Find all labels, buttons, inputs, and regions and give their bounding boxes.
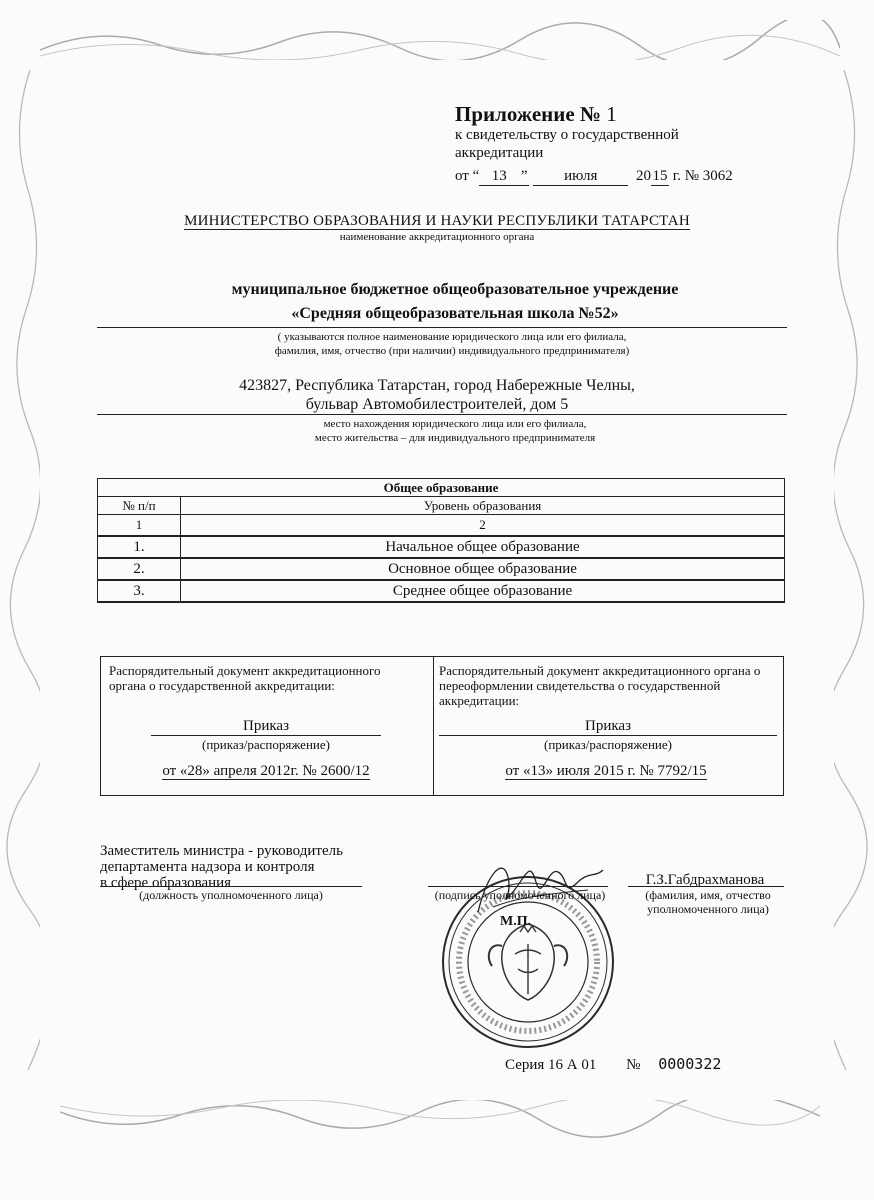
address-underline bbox=[97, 414, 787, 415]
accreditation-order-type-caption: (приказ/распоряжение) bbox=[202, 737, 330, 752]
ministry-name: МИНИСТЕРСТВО ОБРАЗОВАНИЯ И НАУКИ РЕСПУБЛИКИ ТАТАРСТАН bbox=[184, 213, 690, 229]
signature-underline bbox=[428, 886, 608, 887]
ministry-caption: наименование аккредитационного органа bbox=[339, 231, 535, 243]
accreditation-order-reference: от «28» апреля 2012г. № 2600/12 bbox=[162, 763, 370, 779]
table-row: 2. Основное общее образование bbox=[98, 558, 785, 580]
table-row: 1. Начальное общее образование bbox=[98, 536, 785, 558]
signature-caption: (подпись уполномоченного лица) bbox=[434, 888, 606, 902]
organization-name: «Средняя общеобразовательная школа №52» bbox=[291, 305, 619, 322]
signatory-position: Заместитель министра - руководитель департамента надзора и контроля в сфере образования bbox=[100, 843, 343, 891]
address-line-1: 423827, Республика Татарстан, город Набережные Челны, bbox=[239, 377, 635, 394]
appendix-day: 13 bbox=[479, 168, 519, 186]
series-label: Серия bbox=[505, 1057, 545, 1073]
accreditation-order-type: Приказ bbox=[151, 718, 381, 736]
signatory-name: Г.З.Габдрахманова bbox=[645, 872, 765, 888]
table-column-numbers-row: 1 2 bbox=[98, 515, 785, 537]
organization-underline bbox=[97, 327, 787, 328]
appendix-subtitle: к свидетельству о государственной аккредитации bbox=[455, 127, 679, 161]
table-header-row bbox=[98, 497, 785, 515]
accreditation-documents-box bbox=[100, 656, 784, 796]
organization-type: муниципальное бюджетное общеобразовательное учреждение bbox=[231, 281, 679, 298]
appendix-number: 1 bbox=[606, 102, 617, 126]
accreditation-order-heading: Распорядительный документ аккредитационного органа о государственной аккредитации: bbox=[109, 663, 381, 693]
education-levels-table bbox=[97, 478, 785, 603]
reissue-order-type-caption: (приказ/распоряжение) bbox=[544, 737, 672, 752]
form-number-value: 0000322 bbox=[658, 1055, 722, 1073]
appendix-title: Приложение № 1 bbox=[455, 102, 617, 126]
reissue-order-type: Приказ bbox=[439, 718, 777, 736]
organization-caption: ( указываются полное наименование юридического лица или его филиала, фамилия, имя, отчество (при наличии) индивидуального предпринимателя) bbox=[274, 331, 630, 357]
signatory-name-caption: (фамилия, имя, отчество уполномоченного лица) bbox=[645, 888, 771, 916]
column-header-level: Уровень образования bbox=[181, 497, 785, 515]
appendix-year: 15 bbox=[652, 168, 668, 184]
signatory-position-underline bbox=[100, 886, 362, 887]
handwritten-signature-icon bbox=[458, 852, 608, 922]
reissue-order-reference: от «13» июля 2015 г. № 7792/15 bbox=[505, 763, 707, 779]
series-value: 16 А 01 bbox=[548, 1057, 597, 1073]
ornament-bottom-border bbox=[60, 1100, 820, 1140]
number-label: № bbox=[626, 1057, 641, 1073]
accreditation-divider bbox=[433, 657, 434, 795]
signatory-position-caption: (должность уполномоченного лица) bbox=[139, 888, 323, 902]
signatory-name-underline bbox=[628, 886, 784, 887]
address-line-2: бульвар Автомобилестроителей, дом 5 bbox=[305, 396, 569, 413]
seal-mark-label: М.П. bbox=[500, 914, 532, 929]
form-series-number bbox=[505, 1055, 721, 1074]
column-header-number: № п/п bbox=[98, 497, 181, 515]
reissue-order-heading: Распорядительный документ аккредитационного органа о переоформлении свидетельства о государственной аккредитации: bbox=[439, 663, 761, 708]
appendix-date: от “ 13 ” июля 20 15 г. № 3062 bbox=[455, 168, 733, 184]
appendix-month: июля bbox=[533, 168, 628, 186]
table-row: 3. Среднее общее образование bbox=[98, 580, 785, 602]
ornament-top-border bbox=[40, 20, 840, 60]
address-caption: место нахождения юридического лица или его филиала, место жительства – для индивидуального предпринимателя bbox=[314, 418, 596, 444]
table-title: Общее образование bbox=[98, 479, 785, 497]
